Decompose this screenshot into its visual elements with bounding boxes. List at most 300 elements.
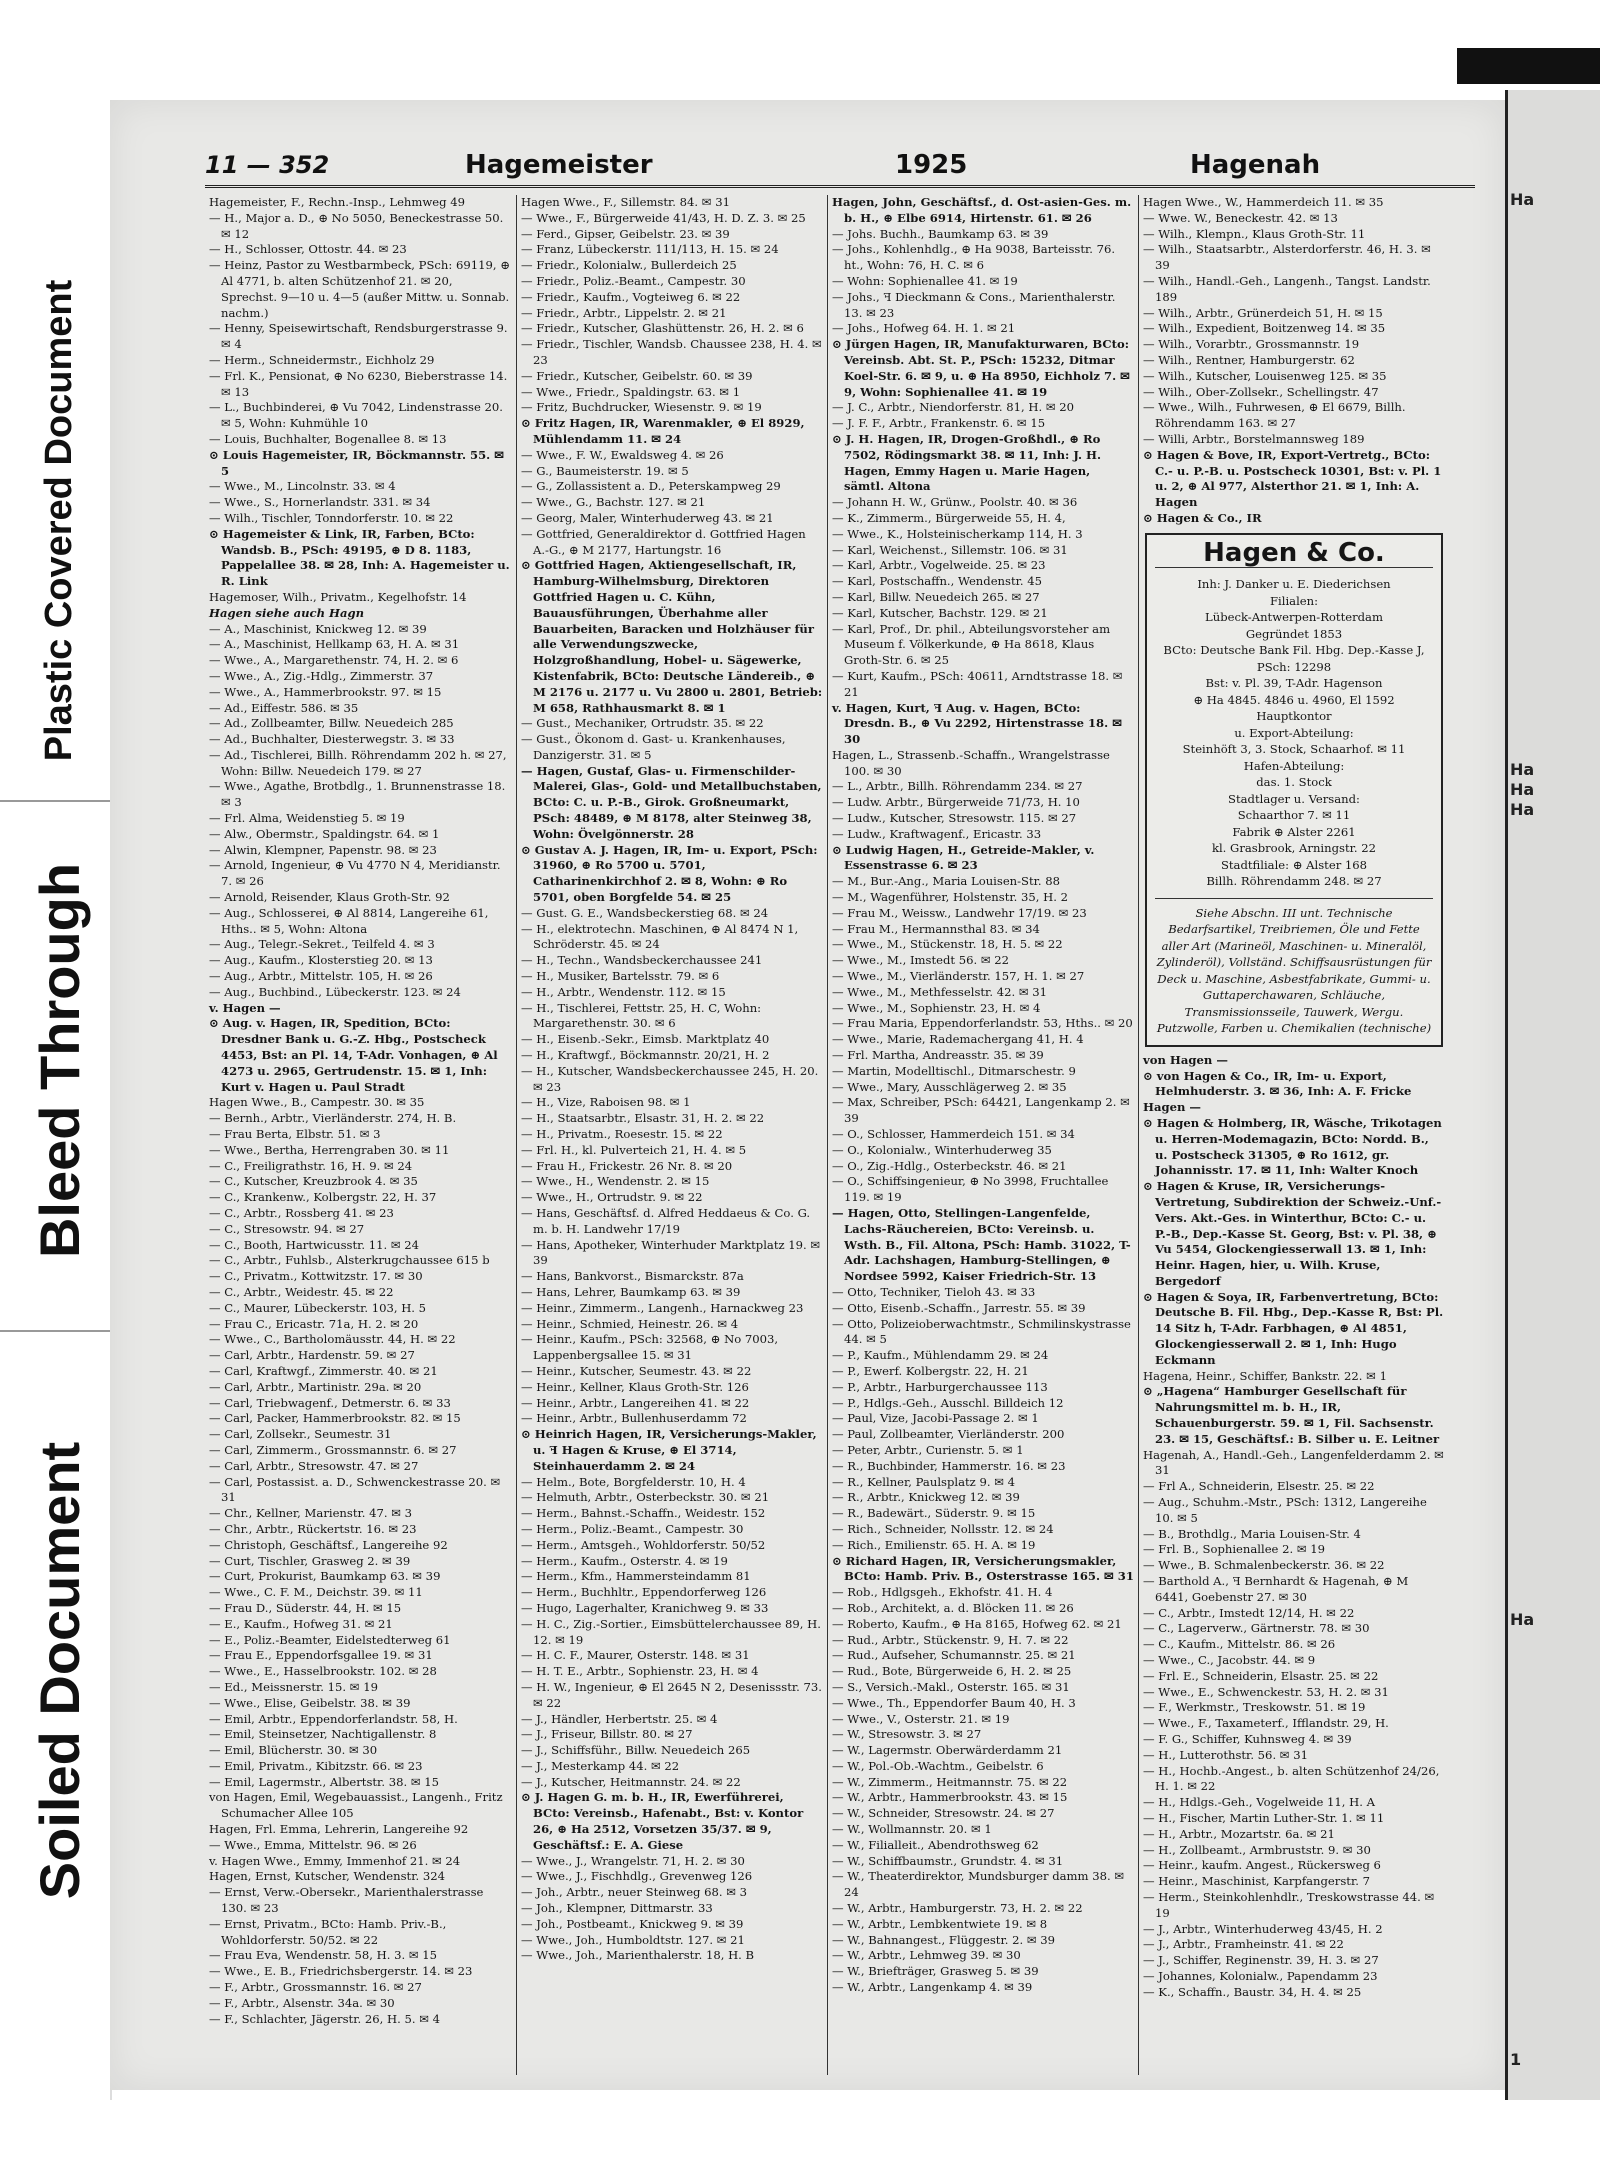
directory-entry: — Wilh., Staatsarbtr., Alsterdorferstr. 46, H. 3. ✉ 39 [1143,242,1431,273]
directory-entry: — Hagen, Gustaf, Glas- u. Firmenschilder-Malerei, Glas-, Gold- und Metallbuchstaben, BCto: C. u. P.-B., Girok. Großneumarkt, PSch: 48489, ⊕ M 8178, alter Steinweg 38, Wohn: Övelgönnerstr. 28 [521,763,822,841]
directory-entry: — Rud., Bote, Bürgerweide 6, H. 2. ✉ 25 [832,1664,1072,1679]
directory-entry: — Johs., Hofweg 64. H. 1. ✉ 21 [832,321,1016,336]
directory-entry: — Carl, Packer, Hammerbrookstr. 82. ✉ 15 [209,1411,461,1426]
ad-line: u. Export-Abteilung: [1234,725,1354,740]
directory-entry: — C., Arbtr., Rossberg 41. ✉ 23 [209,1206,394,1220]
directory-entry: — C., Kaufm., Mittelstr. 86. ✉ 26 [1143,1637,1336,1652]
directory-entry: — F., Arbtr., Grossmannstr. 16. ✉ 27 [209,1980,422,1995]
column-4-entries-top [1143,195,1445,527]
directory-entry: — Wilh., Ober-Zollsekr., Schellingstr. 47 [1143,384,1379,399]
directory-entry: — C., Stresowstr. 94. ✉ 27 [209,1221,365,1236]
edge-mark: Ha [1510,1610,1535,1629]
scan-top-margin [0,0,1600,48]
directory-entry: — Aug., Arbtr., Mittelstr. 105, H. ✉ 26 [209,969,433,984]
directory-entry: — Carl, Arbtr., Hardenstr. 59. ✉ 27 [209,1348,415,1363]
directory-entry: — Joh., Arbtr., neuer Steinweg 68. ✉ 3 [521,1885,748,1900]
directory-entry: — Frau M., Weissw., Landwehr 17/19. ✉ 23 [832,905,1087,920]
directory-entry: — Wwe., Joh., Humboldtstr. 127. ✉ 21 [521,1932,745,1947]
directory-entry: — H., Privatm., Roesestr. 15. ✉ 22 [521,1127,723,1142]
directory-entry: ⊙ Fritz Hagen, IR, Warenmakler, ⊕ El 8929, Mühlendamm 11. ✉ 24 [521,416,805,446]
directory-entry: — Wwe., C., Jacobstr. 44. ✉ 9 [1143,1653,1316,1668]
directory-entry: — J. C., Arbtr., Niendorferstr. 81, H. ✉ 20 [832,400,1075,415]
directory-entry: — Herm., Bahnst.-Schaffn., Weidestr. 152 [521,1506,766,1521]
directory-entry: — Kurt, Kaufm., PSch: 40611, Arndtstrasse 18. ✉ 21 [832,668,1123,699]
directory-entry: — Heinr., Kellner, Klaus Groth-Str. 126 [521,1379,749,1394]
directory-entry: — C., Krankenw., Kolbergstr. 22, H. 37 [209,1190,437,1205]
directory-entry: — Chr., Arbtr., Rückertstr. 16. ✉ 23 [209,1521,417,1536]
directory-entry: — Karl, Arbtr., Vogelweide. 25. ✉ 23 [832,558,1046,573]
directory-entry: — Wwe., H., Wendenstr. 2. ✉ 15 [521,1174,710,1189]
directory-entry: — Chr., Kellner, Marienstr. 47. ✉ 3 [209,1506,413,1521]
directory-entry: — C., Freiligrathstr. 16, H. 9. ✉ 24 [209,1158,413,1173]
directory-entry: — Frau C., Ericastr. 71a, H. 2. ✉ 20 [209,1316,419,1331]
directory-entry: ⊙ von Hagen & Co., IR, Im- u. Export, Helmhuderstr. 3. ✉ 36, Inh: A. F. Fricke [1143,1068,1412,1099]
directory-entry: — Wilh., Expedient, Boitzenweg 14. ✉ 35 [1143,321,1386,336]
directory-entry: — H. C. F., Maurer, Osterstr. 148. ✉ 31 [521,1648,750,1663]
directory-entry: — Herm., Poliz.-Beamt., Campestr. 30 [521,1521,744,1536]
directory-entry: — Frl. B., Sophienallee 2. ✉ 19 [1143,1542,1326,1557]
directory-entry: — Ernst, Privatm., BCto: Hamb. Priv.-B., Wohldorferstr. 50/52. ✉ 22 [209,1916,447,1947]
ad-line: ⊕ Ha 4845. 4846 u. 4960, El 1592 [1193,692,1395,707]
scan-black-tab [1457,48,1600,84]
directory-entry: — Friedr., Tischler, Wandsb. Chaussee 238, H. 4. ✉ 23 [521,337,822,367]
directory-entry: — H., elektrotechn. Maschinen, ⊕ Al 8474 N 1, Schröderstr. 45. ✉ 24 [521,921,799,952]
directory-entry: — H. C., Zig.-Sortier., Eimsbüttelerchaussee 89, H. 12. ✉ 19 [521,1616,821,1647]
directory-entry: — Karl, Prof., Dr. phil., Abteilungsvorsteher am Museum f. Völkerkunde, ⊕ Ha 8618, Klaus Groth-Str. 6. ✉ 25 [832,621,1111,668]
directory-entry: — R., Arbtr., Knickweg 12. ✉ 39 [832,1490,1020,1505]
ad-line: Bst: v. Pl. 39, T-Adr. Hagenson [1205,676,1383,691]
directory-entry: — Karl, Kutscher, Bachstr. 129. ✉ 21 [832,605,1048,620]
directory-entry: — C., Privatm., Kottwitzstr. 17. ✉ 30 [209,1269,423,1284]
directory-entry: Hagena, Heinr., Schiffer, Bankstr. 22. ✉ 1 [1143,1368,1387,1383]
directory-entry: von Hagen, Emil, Wegebauassist., Langenh., Fritz Schumacher Allee 105 [209,1790,503,1821]
directory-entry: — Ed., Meissnerstr. 15. ✉ 19 [209,1679,378,1694]
directory-entry: ⊙ Hagen & Kruse, IR, Versicherungs-Vertretung, Subdirektion der Schweiz.-Unf.-Vers. Akt.-Ges. in Winterthur, BCto: C.- u. P.-B., Dep.-Kasse St. Georg, Bst: v. Pl. 38, ⊕ Vu 5454, Glockengiesserwall 13. ✉ 1, Inh: Heinr. Hagen, hier, u. Wilh. Kruse, Bergedorf [1143,1179,1442,1288]
directory-entry: — Wwe., C. F. M., Deichstr. 39. ✉ 11 [209,1585,423,1600]
side-tab-soiled [14,1360,106,1980]
directory-entry: — F., Schlachter, Jägerstr. 26, H. 5. ✉ 4 [209,2011,440,2026]
directory-entry: — R., Kellner, Paulsplatz 9. ✉ 4 [832,1474,1015,1489]
directory-entry: — Wwe., E. B., Friedrichsbergerstr. 14. ✉ 23 [209,1964,473,1979]
directory-entry: v. Hagen — [209,1000,281,1015]
directory-entry: — Wwe., E., Schwenckestr. 53, H. 2. ✉ 31 [1143,1684,1389,1699]
side-tab-plastic [14,250,106,790]
directory-entry: — Emil, Arbtr., Eppendorferlandstr. 58, H. [209,1711,458,1726]
directory-entry: — O., Schlosser, Hammerdeich 151. ✉ 34 [832,1127,1075,1142]
directory-entry: — W., Bahnangest., Flüggestr. 2. ✉ 39 [832,1932,1055,1947]
directory-entry: — Wwe., J., Wrangelstr. 71, H. 2. ✉ 30 [521,1853,745,1868]
directory-entry: — C., Lagerverw., Gärtnerstr. 78. ✉ 30 [1143,1621,1370,1636]
directory-entry: — C., Kutscher, Kreuzbrook 4. ✉ 35 [209,1174,418,1189]
edge-mark: Ha [1510,800,1535,819]
directory-entry: — Heinr., Maschinist, Karpfangerstr. 7 [1143,1874,1370,1889]
directory-entry: — Wwe., B. Schmalenbeckerstr. 36. ✉ 22 [1143,1558,1385,1573]
directory-entry: — E., Poliz.-Beamter, Eidelstedterweg 61 [209,1632,451,1647]
directory-entry: ⊙ Hagen & Bove, IR, Export-Vertretg., BCto: C.- u. P.-B. u. Postscheck 10301, Bst: v. Pl. 1 u. 2, ⊕ Al 977, Alsterthor 21. ✉ 1, Inh: A. Hagen [1143,447,1442,510]
edge-mark: Ha [1510,190,1535,209]
directory-entry: — Aug., Buchbind., Lübeckerstr. 123. ✉ 24 [209,984,461,999]
directory-entry: — H., Techn., Wandsbeckerchaussee 241 [521,953,763,968]
directory-entry: — Wwe., Bertha, Herrengraben 30. ✉ 11 [209,1142,450,1157]
directory-entry: — Emil, Privatm., Kibitzstr. 66. ✉ 23 [209,1758,423,1773]
column-4-entries-bottom [1143,1053,1445,2001]
directory-entry: — H., Arbtr., Wendenstr. 112. ✉ 15 [521,984,726,999]
directory-entry: — J., Händler, Herbertstr. 25. ✉ 4 [521,1711,718,1726]
directory-entry: — Wwe., M., Vierländerstr. 157, H. 1. ✉ 27 [832,969,1085,984]
side-tab-divider [0,800,110,802]
directory-entry: — Friedr., Kutscher, Geibelstr. 60. ✉ 39 [521,368,753,383]
directory-entry: — W., Arbtr., Langenkamp 4. ✉ 39 [832,1980,1033,1995]
directory-entry: — C., Booth, Hartwicusstr. 11. ✉ 24 [209,1237,420,1252]
directory-entry: — Emil, Blücherstr. 30. ✉ 30 [209,1743,378,1758]
directory-entry: — Wwe., M., Lincolnstr. 33. ✉ 4 [209,479,396,494]
directory-entry: — Friedr., Arbtr., Lippelstr. 2. ✉ 21 [521,305,727,320]
directory-entry: — Aug., Kaufm., Klosterstieg 20. ✉ 13 [209,953,433,968]
side-tab-soiled-label: Soiled Document [28,1441,92,1899]
directory-entry: — Rob., Hdlgsgeh., Ekhofstr. 41. H. 4 [832,1585,1053,1600]
directory-entry: — Wilh., Kutscher, Louisenweg 125. ✉ 35 [1143,368,1387,383]
directory-entry: — W., Arbtr., Hamburgerstr. 73, H. 2. ✉ 22 [832,1901,1083,1916]
ad-line: Hauptkontor [1256,709,1332,724]
directory-entry: ⊙ „Hagena“ Hamburger Gesellschaft für Nahrungsmittel m. b. H., IR, Schauenburgerstr. 59. ✉ 1, Fil. Sachsenstr. 23. ✉ 15, Geschäftsf.: B. Silber u. E. Leitner [1143,1384,1440,1446]
directory-entry: — Wwe., M., Stückenstr. 18, H. 5. ✉ 22 [832,937,1063,952]
directory-entry: — Wwe., F. W., Ewaldsweg 4. ✉ 26 [521,447,724,462]
directory-entry: — F., Arbtr., Alsenstr. 34a. ✉ 30 [209,1995,395,2010]
directory-entry: — Hagen, Otto, Stellingen-Langenfelde, Lachs-Räuchereien, BCto: Vereinsb. u. Wsth. B., Fil. Altona, PSch: Hamb. 31022, T-Adr. Lachshagen, Hamburg-Stellingen, ⊕ Nordsee 5992, Kaiser Friedrich-Str. 13 [832,1206,1131,1284]
directory-entry: — Wilh., Handl.-Geh., Langenh., Tangst. Landstr. 189 [1143,273,1431,304]
directory-entry: — Carl, Zimmerm., Grossmannstr. 6. ✉ 27 [209,1442,457,1457]
directory-columns [205,195,1480,2075]
page-number: 11 — 352 [205,151,330,179]
ad-line: Stadtfiliale: ⊕ Alster 168 [1220,857,1368,872]
directory-entry: — Carl, Zollsekr., Seumestr. 31 [209,1427,392,1442]
directory-entry: — Friedr., Kaufm., Vogteiweg 6. ✉ 22 [521,289,741,304]
directory-entry: — Johs., ꟻ Dieckmann & Cons., Marienthalerstr. 13. ✉ 23 [832,289,1116,320]
directory-entry: — J., Kutscher, Heitmannstr. 24. ✉ 22 [521,1774,741,1789]
directory-entry: — Arnold, Ingenieur, ⊕ Vu 4770 N 4, Meridianstr. 7. ✉ 26 [209,858,501,889]
directory-entry: — Karl, Billw. Neuedeich 265. ✉ 27 [832,589,1040,604]
directory-entry: — Friedr., Kolonialw., Bullerdeich 25 [521,258,737,273]
directory-entry: — Rud., Arbtr., Stückenstr. 9, H. 7. ✉ 22 [832,1632,1069,1647]
directory-entry: — Heinr., Arbtr., Langereihen 41. ✉ 22 [521,1395,750,1410]
directory-entry: — W., Schneider, Stresowstr. 24. ✉ 27 [832,1806,1055,1821]
directory-entry: — Wilh., Klempn., Klaus Groth-Str. 11 [1143,226,1366,241]
directory-entry: — Wwe. W., Beneckestr. 42. ✉ 13 [1143,210,1338,225]
directory-entry: — Wwe., F., Bürgerweide 41/43, H. D. Z. 3. ✉ 25 [521,210,806,225]
directory-entry: — W., Wollmannstr. 20. ✉ 1 [832,1822,992,1837]
directory-entry: — Wwe., M., Sophienstr. 23, H. ✉ 4 [832,1000,1041,1015]
directory-entry: Hagemoser, Wilh., Privatm., Kegelhofstr. 14 [209,589,467,604]
directory-entry: — Ferd., Gipser, Geibelstr. 23. ✉ 39 [521,226,730,241]
side-tab-divider [0,1330,110,1332]
directory-entry: — Bernh., Arbtr., Vierländerstr. 274, H. B. [209,1111,457,1126]
directory-entry: — Frau Eva, Wendenstr. 58, H. 3. ✉ 15 [209,1948,438,1963]
directory-entry: — Wwe., A., Hammerbrookstr. 97. ✉ 15 [209,684,442,699]
directory-entry: — Wwe., F., Taxameterf., Ifflandstr. 29, H. [1143,1716,1389,1731]
directory-entry: — G., Zollassistent a. D., Peterskampweg 29 [521,479,781,494]
directory-entry: — Alwin, Klempner, Papenstr. 98. ✉ 23 [209,842,437,857]
directory-entry: — Helmuth, Arbtr., Osterbeckstr. 30. ✉ 21 [521,1490,770,1505]
directory-entry: — Wilh., Vorarbtr., Grossmannstr. 19 [1143,337,1360,352]
column-2 [516,195,827,2075]
ad-line: Hafen-Abteilung: [1243,758,1345,773]
column-1 [205,195,516,2075]
directory-entry: — H., Staatsarbtr., Elsastr. 31, H. 2. ✉ 22 [521,1111,765,1126]
directory-entry: ⊙ J. H. Hagen, IR, Drogen-Großhdl., ⊕ Ro 7502, Rödingsmarkt 38. ✉ 11, Inh: J. H. Hagen, Emmy Hagen u. Marie Hagen, sämtl. Altona [832,431,1102,494]
directory-entry: — O., Zig.-Hdlg., Osterbeckstr. 46. ✉ 21 [832,1158,1067,1173]
edge-mark: Ha [1510,760,1535,779]
directory-entry: — P., Arbtr., Harburgerchaussee 113 [832,1379,1048,1394]
directory-entry: — S., Versich.-Makl., Osterstr. 165. ✉ 31 [832,1679,1070,1694]
directory-entry: Hagen Wwe., F., Sillemstr. 84. ✉ 31 [521,195,730,209]
column-4 [1138,195,1449,2075]
directory-entry: — W., Pol.-Ob.-Wachtm., Geibelstr. 6 [832,1758,1044,1773]
directory-entry: ⊙ Heinrich Hagen, IR, Versicherungs-Makler, u. ꟻ Hagen & Kruse, ⊕ El 3714, Steinhauerdamm 2. ✉ 24 [521,1427,817,1473]
ad-lines [1155,576,1433,890]
ad-line: Stadtlager u. Versand: [1228,791,1360,806]
advertisement-box [1145,533,1443,1047]
directory-entry: — Otto, Techniker, Tieloh 43. ✉ 33 [832,1284,1036,1299]
directory-entry: v. Hagen, Kurt, ꟻ Aug. v. Hagen, BCto: Dresdn. B., ⊕ Vu 2292, Hirtenstrasse 18. ✉ 30 [832,700,1122,747]
directory-entry: — Rud., Aufseher, Schumannstr. 25. ✉ 21 [832,1648,1076,1663]
directory-entry: — Frl. Martha, Andreasstr. 35. ✉ 39 [832,1048,1044,1063]
directory-entry: — Wwe., K., Holsteinischerkamp 114, H. 3 [832,526,1083,541]
directory-entry: — Helm., Bote, Borgfelderstr. 10, H. 4 [521,1474,746,1489]
directory-entry: — H., Major a. D., ⊕ No 5050, Beneckestrasse 50. ✉ 12 [209,210,504,241]
directory-entry: — H., Lutterothstr. 56. ✉ 31 [1143,1747,1308,1762]
directory-entry: ⊙ Hagemeister & Link, IR, Farben, BCto: Wandsb. B., PSch: 49195, ⊕ D 8. 1183, Pappelallee 38. ✉ 28, Inh: A. Hagemeister u. R. Link [209,526,510,589]
directory-entry: — Gust. G. E., Wandsbeckerstieg 68. ✉ 24 [521,905,769,920]
directory-entry: — W., Arbtr., Lehmweg 39. ✉ 30 [832,1948,1021,1963]
ad-line: Schaarthor 7. ✉ 11 [1237,808,1351,823]
directory-entry: von Hagen — [1143,1052,1228,1067]
directory-entry: Hagemeister, F., Rechn.-Insp., Lehmweg 49 [209,195,466,209]
directory-entry: — Wwe., G., Bachstr. 127. ✉ 21 [521,495,706,510]
directory-entry: — Frl. Alma, Weidenstieg 5. ✉ 19 [209,811,405,826]
directory-entry: — Martin, Modelltischl., Ditmarschestr. 9 [832,1063,1076,1078]
directory-entry: ⊙ Hagen & Holmberg, IR, Wäsche, Trikotagen u. Herren-Modemagazin, BCto: Nordd. B., u. Postscheck 31305, ⊕ Ro 1612, gr. Johannisstr. 17. ✉ 11, Inh: Walter Knoch [1143,1115,1442,1178]
directory-entry: — Johs., Kohlenhdlg., ⊕ Ha 9038, Barteisstr. 76. ht., Wohn: 76, H. C. ✉ 6 [832,242,1116,273]
directory-entry: — Wwe., C., Bartholomäusstr. 44, H. ✉ 22 [209,1332,456,1347]
directory-entry: — Rob., Architekt, a. d. Blöcken 11. ✉ 26 [832,1600,1074,1615]
directory-entry: — Franz, Lübeckerstr. 111/113, H. 15. ✉ 24 [521,242,779,257]
directory-entry: — Karl, Weichenst., Sillemstr. 106. ✉ 31 [832,542,1068,557]
directory-entry: — W., Briefträger, Grasweg 5. ✉ 39 [832,1964,1039,1979]
directory-entry: — Hans, Lehrer, Baumkamp 63. ✉ 39 [521,1284,741,1299]
directory-entry: — H. W., Ingenieur, ⊕ El 2645 N 2, Desenissstr. 73. ✉ 22 [521,1679,822,1710]
directory-entry: — Fritz, Buchdrucker, Wiesenstr. 9. ✉ 19 [521,400,762,415]
directory-entry: — Herm., Buchhltr., Eppendorferweg 126 [521,1585,767,1600]
directory-entry: — Wwe., V., Osterstr. 21. ✉ 19 [832,1711,1010,1726]
directory-entry: — Wwe., Elise, Geibelstr. 38. ✉ 39 [209,1695,411,1710]
directory-entry: — Heinr., Kaufm., PSch: 32568, ⊕ No 7003, Lappenbergsallee 15. ✉ 31 [521,1332,779,1363]
directory-entry: — Wwe., Agathe, Brotbdlg., 1. Brunnenstrasse 18. ✉ 3 [209,779,506,810]
directory-entry: — H., Vize, Raboisen 98. ✉ 1 [521,1095,691,1110]
directory-entry: — Herm., Kaufm., Osterstr. 4. ✉ 19 [521,1553,728,1568]
directory-entry: — Ernst, Verw.-Obersekr., Marienthalerstrasse 130. ✉ 23 [209,1885,484,1916]
directory-entry: — P., Kaufm., Mühlendamm 29. ✉ 24 [832,1348,1049,1363]
ad-line: Steinhöft 3, 3. Stock, Schaarhof. ✉ 11 [1182,742,1406,757]
directory-entry: ⊙ Ludwig Hagen, H., Getreide-Makler, v. Essenstrasse 6. ✉ 23 [832,842,1095,873]
directory-entry: Hagen — [1143,1100,1202,1115]
directory-entry: — R., Badewärt., Süderstr. 9. ✉ 15 [832,1506,1036,1521]
directory-entry: — Rich., Emilienstr. 65. H. A. ✉ 19 [832,1537,1036,1552]
directory-entry: — Friedr., Kutscher, Glashüttenstr. 26, H. 2. ✉ 6 [521,321,804,336]
directory-entry: — E., Kaufm., Hofweg 31. ✉ 21 [209,1616,393,1631]
directory-entry: — H., Hochb.-Angest., b. alten Schützenhof 24/26, H. 1. ✉ 22 [1143,1763,1440,1794]
directory-entry: — Aug., Schlosserei, ⊕ Al 8814, Langereihe 61, Hths.. ✉ 5, Wohn: Altona [209,905,489,936]
directory-entry: — H., Eisenb.-Sekr., Eimsb. Marktplatz 40 [521,1032,770,1047]
directory-entry: — Peter, Arbtr., Curienstr. 5. ✉ 1 [832,1442,1024,1457]
directory-entry: — J., Friseur, Billstr. 80. ✉ 27 [521,1727,693,1742]
directory-entry: — Johann H. W., Grünw., Poolstr. 40. ✉ 36 [832,495,1078,510]
directory-entry: — Johannes, Kolonialw., Papendamm 23 [1143,1968,1378,1983]
directory-entry: — Heinz, Pastor zu Westbarmbeck, PSch: 69119, ⊕ Al 4771, b. alten Schützenhof 21. ✉ 20, Sprechst. 9—10 u. 4—5 (außer Mittw. u. Sonnab. nachm.) [209,258,510,320]
directory-entry: — H., Hdlgs.-Geh., Vogelweide 11, H. A [1143,1795,1376,1810]
directory-entry: — Wwe., H., Ortrudstr. 9. ✉ 22 [521,1190,703,1205]
directory-entry: — Ad., Eiffestr. 586. ✉ 35 [209,700,359,715]
directory-entry: — Hans, Apotheker, Winterhuder Marktplatz 19. ✉ 39 [521,1237,821,1268]
directory-entry: — W., Filialleit., Abendrothsweg 62 [832,1837,1039,1852]
directory-entry: ⊙ Jürgen Hagen, IR, Manufakturwaren, BCto: Vereinsb. Abt. St. P., PSch: 15232, Ditmar Koel-Str. 6. ✉ 9, u. ⊕ Ha 8950, Eichholz 7. ✉ 9, Wohn: Sophienallee 41. ✉ 19 [832,337,1130,399]
directory-entry: — H., Schlosser, Ottostr. 44. ✉ 23 [209,242,407,257]
side-tab-bleed [14,810,106,1310]
directory-entry: — F. G., Schiffer, Kuhnsweg 4. ✉ 39 [1143,1732,1352,1746]
directory-entry: — Wwe., M., Imstedt 56. ✉ 22 [832,953,1010,968]
directory-entry: — Paul, Vize, Jacobi-Passage 2. ✉ 1 [832,1411,1039,1426]
directory-entry: — Heinr., Schmied, Heinestr. 26. ✉ 4 [521,1316,739,1331]
directory-entry: Hagen, Frl. Emma, Lehrerin, Langereihe 92 [209,1822,469,1837]
directory-entry: ⊙ Louis Hagemeister, IR, Böckmannstr. 55. ✉ 5 [209,447,504,478]
directory-entry: — Wwe., Mary, Ausschlägerweg 2. ✉ 35 [832,1079,1067,1094]
directory-entry: — Barthold A., ꟻ Bernhardt & Hagenah, ⊕ M 6441, Goebenstr 27. ✉ 30 [1143,1574,1409,1604]
directory-entry: — Aug., Telegr.-Sekret., Teilfeld 4. ✉ 3 [209,937,435,952]
directory-entry: — C., Maurer, Lübeckerstr. 103, H. 5 [209,1300,427,1315]
directory-entry: — Frau E., Eppendorfsgallee 19. ✉ 31 [209,1648,433,1663]
directory-entry: — Carl, Arbtr., Martinistr. 29a. ✉ 20 [209,1379,422,1394]
directory-entry: — Paul, Zollbeamter, Vierländerstr. 200 [832,1427,1065,1442]
directory-entry: — Wwe., E., Hasselbrookstr. 102. ✉ 28 [209,1664,437,1679]
directory-entry: — Heinr., Kutscher, Seumestr. 43. ✉ 22 [521,1363,752,1378]
directory-entry: — Hans, Geschäftsf. d. Alfred Heddaeus & Co. G. m. b. H. Landwehr 17/19 [521,1206,811,1236]
directory-entry: — G., Baumeisterstr. 19. ✉ 5 [521,463,689,478]
directory-entry: — Otto, Eisenb.-Schaffn., Jarrestr. 55. ✉ 39 [832,1300,1086,1315]
directory-entry: — Ad., Zollbeamter, Billw. Neuedeich 285 [209,716,454,731]
directory-entry: — Roberto, Kaufm., ⊕ Ha 8165, Hofweg 62. ✉ 21 [832,1616,1122,1631]
directory-entry: — Herm., Amtsgeh., Wohldorferstr. 50/52 [521,1537,766,1552]
directory-entry: — W., Theaterdirektor, Mundsburger damm 38. ✉ 24 [832,1869,1125,1900]
directory-entry: — Herm., Schneidermstr., Eichholz 29 [209,352,435,367]
directory-entry: — Henny, Speisewirtschaft, Rendsburgerstrasse 9. ✉ 4 [209,321,508,352]
directory-entry: Hagen Wwe., B., Campestr. 30. ✉ 35 [209,1095,425,1110]
directory-entry: — H., Kraftwgf., Böckmannstr. 20/21, H. 2 [521,1048,770,1063]
directory-entry: — Frau D., Süderstr. 44, H. ✉ 15 [209,1600,402,1615]
directory-entry: ⊙ J. Hagen G. m. b. H., IR, Ewerführerei, BCto: Vereinsb., Hafenabt., Bst: v. Kontor 26, ⊕ Ha 2512, Vorsetzen 35/37. ✉ 9, Geschäftsf.: E. A. Giese [521,1790,804,1852]
directory-entry: — M., Wagenführer, Holstenstr. 35, H. 2 [832,890,1069,905]
directory-entry: — C., Arbtr., Imstedt 12/14, H. ✉ 22 [1143,1605,1355,1620]
directory-entry: — Carl, Postassist. a. D., Schwenckestrasse 20. ✉ 31 [209,1474,501,1505]
directory-entry: — K., Zimmerm., Bürgerweide 55, H. 4, [832,510,1066,525]
directory-entry: — W., Arbtr., Hammerbrookstr. 43. ✉ 15 [832,1790,1068,1805]
directory-entry: — Gust., Mechaniker, Ortrudstr. 35. ✉ 22 [521,716,764,731]
directory-entry: — Friedr., Poliz.-Beamt., Campestr. 30 [521,273,746,288]
directory-entry: — H. T. E., Arbtr., Sophienstr. 23, H. ✉ 4 [521,1664,759,1679]
directory-entry: — Otto, Polizeioberwachtmstr., Schmilinskystrasse 44. ✉ 5 [832,1316,1131,1347]
directory-entry: — L., Buchbinderei, ⊕ Vu 7042, Lindenstrasse 20. ✉ 5, Wohn: Kuhmühle 10 [209,400,503,431]
directory-entry: — Christoph, Geschäftsf., Langereihe 92 [209,1537,448,1552]
directory-entry: — J., Schiffer, Reginenstr. 39, H. 3. ✉ 27 [1143,1953,1379,1968]
next-page-edge [1505,90,1600,2100]
directory-entry: v. Hagen Wwe., Emmy, Immenhof 21. ✉ 24 [209,1853,461,1868]
directory-entry: — A., Maschinist, Knickweg 12. ✉ 39 [209,621,427,636]
directory-entry: ⊙ Richard Hagen, IR, Versicherungsmakler, BCto: Hamb. Priv. B., Osterstrasse 165. ✉ 31 [832,1553,1134,1584]
directory-entry: — J., Arbtr., Winterhuderweg 43/45, H. 2 [1143,1921,1383,1936]
directory-entry: — Frl. K., Pensionat, ⊕ No 6230, Bieberstrasse 14. ✉ 13 [209,368,508,399]
directory-entry: — Frau M., Hermannsthal 83. ✉ 34 [832,921,1040,936]
directory-entry: — W., Schiffbaumstr., Grundstr. 4. ✉ 31 [832,1853,1064,1868]
directory-entry: — Heinr., Arbtr., Bullenhuserdamm 72 [521,1411,747,1426]
directory-entry: — J. F. F., Arbtr., Frankenstr. 6. ✉ 15 [832,416,1046,431]
edge-mark: 1 [1510,2050,1522,2069]
directory-entry: — Herm., Steinkohlenhdlr., Treskowstrasse 44. ✉ 19 [1143,1889,1435,1920]
directory-entry: — Curt, Prokurist, Baumkamp 63. ✉ 39 [209,1569,441,1584]
directory-entry: — Wwe., J., Fischhdlg., Grevenweg 126 [521,1869,753,1884]
directory-entry: — J., Schiffsführ., Billw. Neuedeich 265 [521,1743,751,1758]
directory-entry: — Joh., Postbeamt., Knickweg 9. ✉ 39 [521,1916,744,1931]
directory-entry: — Wilh., Rentner, Hamburgerstr. 62 [1143,352,1355,367]
directory-entry: — Carl, Arbtr., Stresowstr. 47. ✉ 27 [209,1458,419,1473]
directory-entry: ⊙ Aug. v. Hagen, IR, Spedition, BCto: Dresdner Bank u. G.-Z. Hbg., Postscheck 4453, Bst: an Pl. 14, T-Adr. Vonhagen, ⊕ Al 4273 u. 2965, Gertrudenstr. 15. ✉ 1, Inh: Kurt v. Hagen u. Paul Stradt [209,1016,498,1094]
directory-entry: — Rich., Schneider, Nollsstr. 12. ✉ 24 [832,1521,1054,1536]
directory-entry: Hagen, Ernst, Kutscher, Wendenstr. 324 [209,1869,445,1884]
directory-entry: — H., Tischlerei, Fettstr. 25, H. C, Wohn: Margarethenstr. 30. ✉ 6 [521,1000,762,1031]
directory-entry: — Wwe., A., Margarethenstr. 74, H. 2. ✉ 6 [209,653,459,668]
directory-entry: — H., Fischer, Martin Luther-Str. 1. ✉ 11 [1143,1810,1385,1825]
directory-entry: — H., Arbtr., Mozartstr. 6a. ✉ 21 [1143,1826,1335,1841]
directory-entry: — Wwe., Wilh., Fuhrwesen, ⊕ El 6679, Billh. Röhrendamm 163. ✉ 27 [1143,400,1406,431]
directory-entry: ⊙ Hagen & Soya, IR, Farbenvertretung, BCto: Deutsche B. Fil. Hbg., Dep.-Kasse R, Bst: Pl. 14 Sitz h, T-Adr. Farbhagen, ⊕ Al 4851, Glockengiesserwall 2. ✉ 1, Inh: Hugo Eckmann [1143,1289,1444,1367]
directory-entry: Hagenah, A., Handl.-Geh., Langenfelderdamm 2. ✉ 31 [1143,1447,1444,1478]
directory-entry: — Ad., Tischlerei, Billh. Röhrendamm 202 h. ✉ 27, Wohn: Billw. Neuedeich 179. ✉ 27 [209,747,507,778]
directory-entry: — Carl, Kraftwgf., Zimmerstr. 40. ✉ 21 [209,1363,438,1378]
directory-entry: — Wohn: Sophienallee 41. ✉ 19 [832,273,1018,288]
directory-entry: — Wwe., Th., Eppendorfer Baum 40, H. 3 [832,1695,1076,1710]
directory-entry: — Carl, Triebwagenf., Detmerstr. 6. ✉ 33 [209,1395,451,1410]
directory-entry: — Wwe., S., Hornerlandstr. 331. ✉ 34 [209,495,431,510]
directory-entry: — C., Arbtr., Fuhlsb., Alsterkrugchaussee 615 b [209,1253,490,1268]
directory-entry: Hagen, John, Geschäftsf., d. Ost-asien-Ges. m. b. H., ⊕ Elbe 6914, Hirtenstr. 61. ✉ 26 [832,195,1132,225]
directory-entry: — Alw., Obermstr., Spaldingstr. 64. ✉ 1 [209,826,440,841]
ad-line: kl. Grasbrook, Arningstr. 22 [1211,841,1377,856]
column-3 [827,195,1138,2075]
ad-line: Lübeck-Antwerpen-Rotterdam [1205,610,1383,625]
directory-entry: ⊙ Gustav A. J. Hagen, IR, Im- u. Export, PSch: 31960, ⊕ Ro 5700 u. 5701, Catharinenkirchhof 2. ✉ 8, Wohn: ⊕ Ro 5701, oben Borgfelde 54. ✉ 25 [521,842,818,905]
directory-entry: Hagen, L., Strassenb.-Schaffn., Wrangelstrasse 100. ✉ 30 [832,747,1110,778]
directory-entry: — Max, Schreiber, PSch: 64421, Langenkamp 2. ✉ 39 [832,1095,1130,1126]
directory-entry: — Wwe., M., Methfesselstr. 42. ✉ 31 [832,984,1047,999]
directory-entry: — H., Musiker, Bartelsstr. 79. ✉ 6 [521,969,720,984]
directory-entry: — Frau Berta, Elbstr. 51. ✉ 3 [209,1127,381,1142]
edge-mark: Ha [1510,780,1535,799]
directory-entry: — Aug., Schuhm.-Mstr., PSch: 1312, Langereihe 10. ✉ 5 [1143,1495,1427,1525]
directory-entry: — J., Mesterkamp 44. ✉ 22 [521,1758,680,1773]
header-year: 1925 [895,150,968,180]
directory-entry: — Gottfried, Generaldirektor d. Gottfried Hagen A.-G., ⊕ M 2177, Hartungstr. 16 [521,526,806,557]
directory-entry: — Herm., Kfm., Hammersteindamm 81 [521,1569,751,1584]
directory-entry: — Ludw., Kraftwagenf., Ericastr. 33 [832,826,1042,841]
ad-title: Hagen & Co. [1155,545,1433,569]
header-left-word: Hagemeister [465,150,653,180]
